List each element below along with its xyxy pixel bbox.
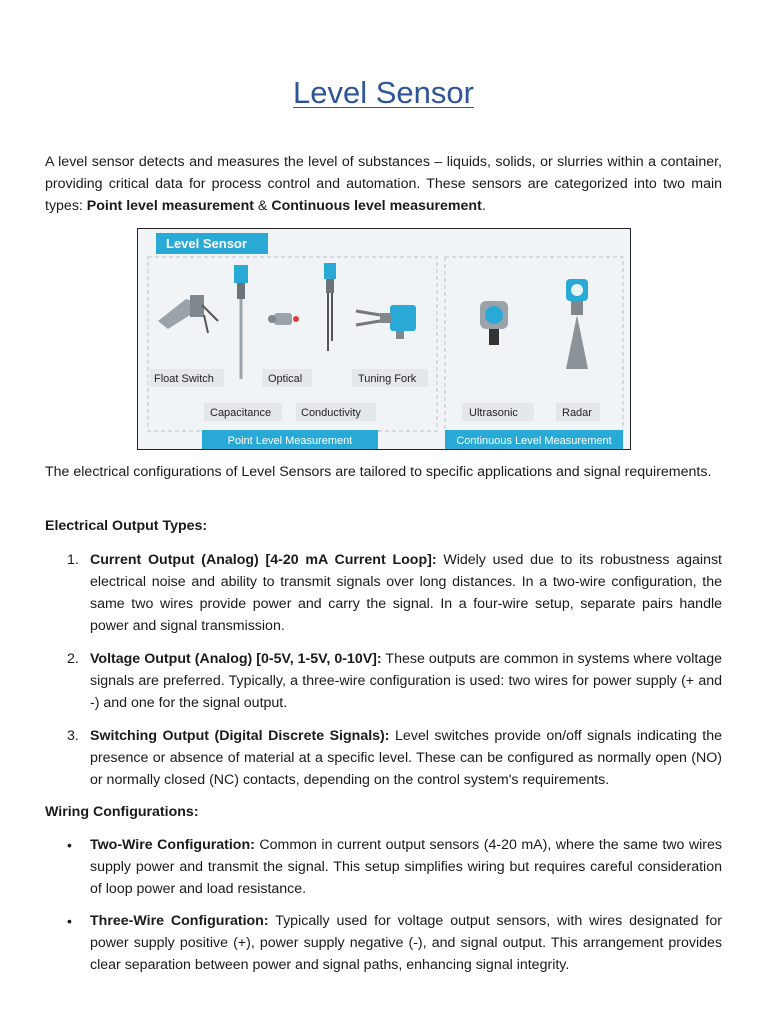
list-item <box>45 834 722 900</box>
list-item-text: Level switches provide on/off signals indicating the presence or absence of material at a specific level. These can be configured as normally open (NO) or normally closed (NC) contacts, depending on the control system's requirements. <box>90 728 722 788</box>
output-types-list <box>45 549 722 802</box>
label-optical <box>262 369 312 387</box>
list-item-text: Typically used for voltage output sensors, with wires designated for power supply positive (+), power supply negative (-), and signal output. This arrangement provides clear separation between power and signal paths, enhancing signal integrity. <box>90 913 722 973</box>
list-item-label: Voltage Output (Analog) [0-5V, 1-5V, 0-10V]: <box>90 651 382 667</box>
bullet: • <box>67 913 72 929</box>
list-item-text: Widely used due to its robustness against electrical noise and ability to transmit signals over long distances. In a two-wire configuration, the same two wires provide power and carry the signal. In a four-wire setup, separate pairs handle power and signal transmission. <box>90 552 722 634</box>
list-item <box>45 910 722 976</box>
label-float-switch <box>150 369 224 387</box>
svg-text:Tuning Fork: Tuning Fork <box>358 373 417 385</box>
svg-text:Float Switch: Float Switch <box>154 373 214 385</box>
list-item-text: These outputs are common in systems where voltage signals are preferred. Typically, a three-wire configuration is used: two wires for power supply (+ and -) and one for the signal output. <box>90 651 722 711</box>
wiring-list <box>45 834 722 986</box>
svg-text:Ultrasonic: Ultrasonic <box>469 407 518 419</box>
svg-text:Radar: Radar <box>562 407 592 419</box>
label-tuning-fork <box>352 369 428 387</box>
intro-amp: & <box>253 198 272 214</box>
wiring-heading: Wiring Configurations: <box>45 804 199 820</box>
intro-bold-continuous: Continuous level measurement <box>271 198 482 214</box>
list-number: 3. <box>67 728 79 744</box>
label-radar <box>556 403 600 421</box>
intro-bold-point: Point level measurement <box>86 198 254 214</box>
list-item-label: Two-Wire Configuration: <box>90 837 255 853</box>
list-item-label: Three-Wire Configuration: <box>90 913 269 929</box>
intro-text: A level sensor detects and measures the level of substances – liquids, solids, or slurries within a container, providing critical data for process control and automation. These sensors are categorized into two main types: <box>45 154 722 214</box>
label-ultrasonic <box>462 403 534 421</box>
svg-text:Capacitance: Capacitance <box>210 407 272 419</box>
output-types-heading: Electrical Output Types: <box>45 518 208 534</box>
label-conductivity <box>296 403 376 421</box>
svg-text:Conductivity: Conductivity <box>301 407 361 419</box>
list-item <box>45 549 722 637</box>
level-sensor-figure <box>137 228 631 450</box>
label-capacitance <box>204 403 282 421</box>
list-item-text: Common in current output sensors (4-20 mA), where the same two wires supply power and transmit the signal. This setup simplifies wiring but requires careful consideration of loop power and load resistance. <box>90 837 723 897</box>
continuous-caption: Continuous Level Measurement <box>456 435 612 447</box>
list-item <box>45 725 722 791</box>
page-title: Level Sensor <box>293 75 474 110</box>
intro-end: . <box>481 198 486 214</box>
intro-paragraph <box>45 151 722 217</box>
bullet: • <box>67 837 72 853</box>
point-caption: Point Level Measurement <box>227 435 353 447</box>
list-item <box>45 648 722 714</box>
list-item-label: Current Output (Analog) [4-20 mA Current Loop]: <box>90 552 437 568</box>
list-number: 2. <box>67 651 79 667</box>
configuration-paragraph: The electrical configurations of Level Sensors are tailored to specific applications and signal requirements. <box>45 464 712 480</box>
list-number: 1. <box>67 552 79 568</box>
svg-text:Optical: Optical <box>268 373 303 385</box>
figure-banner-text: Level Sensor <box>166 236 247 251</box>
list-item-label: Switching Output (Digital Discrete Signals): <box>90 728 390 744</box>
